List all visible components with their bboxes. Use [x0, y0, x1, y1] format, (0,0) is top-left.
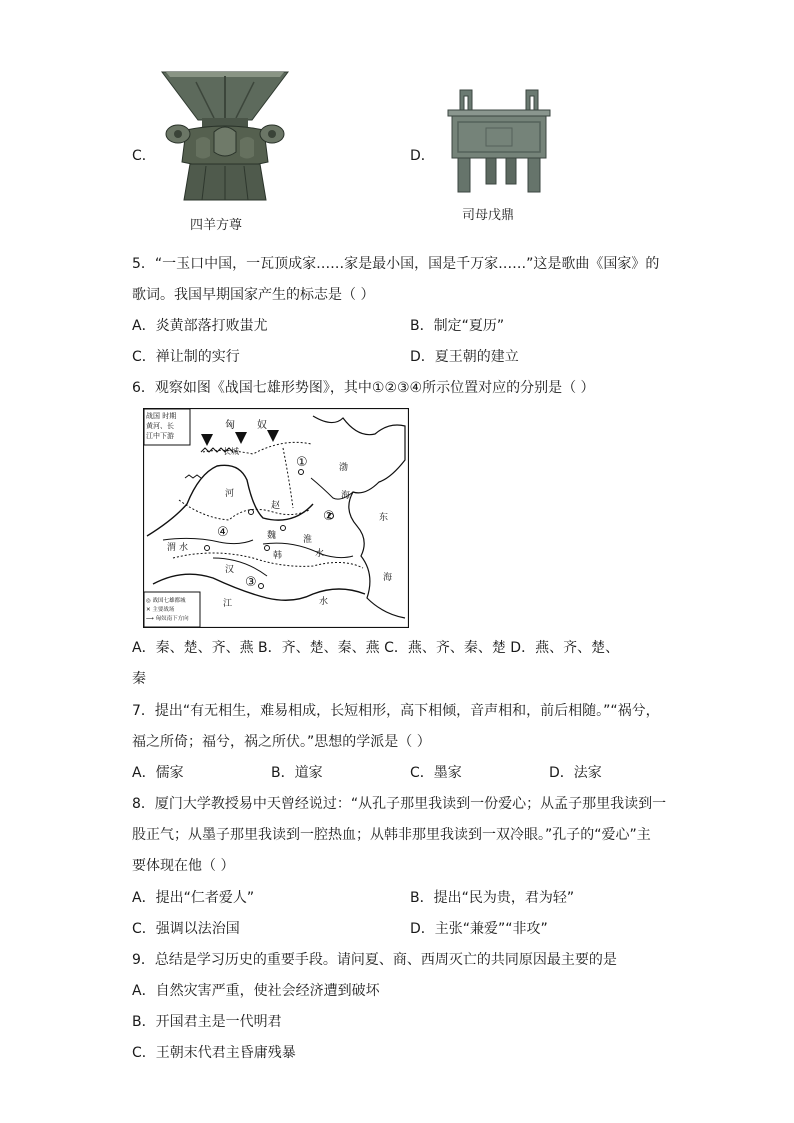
warring-states-map — [143, 408, 409, 628]
map-label-jiang: 江 — [223, 599, 233, 609]
q8-option-a[interactable]: A．提出“仁者爱人” — [132, 890, 255, 906]
q8-option-c[interactable]: C．强调以法治国 — [132, 921, 240, 937]
q9-option-c[interactable]: C．王朝末代君主昏庸残暴 — [132, 1045, 296, 1061]
map-label-bohai: 渤 — [339, 463, 349, 473]
map-legend-items: ◎ 战国七雄都城 ✕ 主要战场 ⟶ 匈奴南下方向 — [146, 598, 189, 622]
four-ram-zun-image — [156, 68, 294, 204]
map-legend-title: 战国 时期 黄河、长 江中下游 — [146, 412, 177, 440]
option-d-label: D． — [410, 148, 435, 164]
q7-option-b[interactable]: B．道家 — [271, 765, 323, 781]
map-label-han-river: 汉 — [225, 565, 235, 575]
q5-stem-line2: 歌词。我国早期国家产生的标志是（ ） — [132, 287, 375, 303]
map-label-shui3: 水 — [319, 597, 329, 607]
map-marker-2: ② — [323, 509, 335, 524]
map-label-dong: 东 — [379, 513, 389, 523]
map-label-hai: 海 — [341, 491, 351, 501]
map-label-wei: 魏 — [267, 531, 277, 541]
q7-option-d[interactable]: D．法家 — [549, 765, 602, 781]
q6-stem-line1: 6．观察如图《战国七雄形势图》，其中①②③④所示位置对应的分别是（ ） — [132, 380, 595, 396]
map-label-wei-river: 渭 — [167, 543, 177, 553]
q5-option-c[interactable]: C．禅让制的实行 — [132, 349, 240, 365]
map-label-he: 河 — [225, 489, 235, 499]
q8-option-b[interactable]: B．提出“民为贵，君为轻” — [410, 890, 575, 906]
option-c-caption: 四羊方尊 — [190, 218, 243, 233]
q5-stem-line1: 5．“一玉口中国，一瓦顶成家……家是最小国，国是千万家……”这是歌曲《国家》的 — [132, 256, 660, 272]
q9-option-b[interactable]: B．开国君主是一代明君 — [132, 1014, 282, 1030]
map-label-shui2: 水 — [315, 549, 325, 559]
q6-options-line[interactable]: A．秦、楚、齐、燕 B．齐、楚、秦、燕 C．燕、齐、秦、楚 D．燕、齐、楚、 — [132, 640, 620, 656]
q6-options-wrap: 秦 — [132, 671, 146, 687]
q9-stem-line1: 9．总结是学习历史的重要手段。请问夏、商、西周灭亡的共同原因最主要的是 — [132, 952, 617, 968]
map-marker-4: ④ — [217, 525, 229, 540]
q5-option-d[interactable]: D．夏王朝的建立 — [410, 349, 519, 365]
q7-stem-line1: 7．提出“有无相生，难易相成，长短相形，高下相倾，音声相和，前后相随。”“祸兮， — [132, 703, 660, 719]
q7-option-c[interactable]: C．墨家 — [410, 765, 462, 781]
q8-option-d[interactable]: D．主张“兼爱”“非攻” — [410, 921, 548, 937]
map-label-xiongnu-1: 匈 — [225, 420, 235, 431]
q5-option-b[interactable]: B．制定“夏历” — [410, 318, 505, 334]
q7-stem-line2: 福之所倚；福兮，祸之所伏。”思想的学派是（ ） — [132, 734, 431, 750]
q7-option-a[interactable]: A．儒家 — [132, 765, 184, 781]
map-label-huai: 淮 — [303, 535, 313, 545]
map-label-han: 韩 — [273, 551, 283, 561]
map-marker-3: ③ — [245, 575, 257, 590]
map-label-hai2: 海 — [383, 573, 393, 583]
map-label-changcheng: 长城 — [223, 447, 239, 456]
map-label-xiongnu-2: 奴 — [257, 420, 267, 431]
q8-stem-line1: 8．厦门大学教授易中天曾经说过：“从孔子那里我读到一份爱心；从孟子那里我读到一 — [132, 796, 667, 812]
map-marker-1: ① — [296, 455, 308, 470]
q8-stem-line2: 股正气；从墨子那里我读到一腔热血；从韩非那里我读到一双冷眼。”孔子的“爱心”主 — [132, 827, 651, 843]
map-label-shui: 水 — [179, 543, 189, 553]
q5-option-a[interactable]: A．炎黄部落打败蚩尤 — [132, 318, 268, 334]
option-d-caption: 司母戊鼎 — [462, 208, 515, 223]
q8-stem-line3: 要体现在他（ ） — [132, 858, 235, 874]
simuwu-ding-image — [446, 86, 552, 194]
option-c-label: C． — [132, 148, 156, 164]
map-label-zhao: 赵 — [271, 501, 281, 511]
q9-option-a[interactable]: A．自然灾害严重，使社会经济遭到破坏 — [132, 983, 380, 999]
